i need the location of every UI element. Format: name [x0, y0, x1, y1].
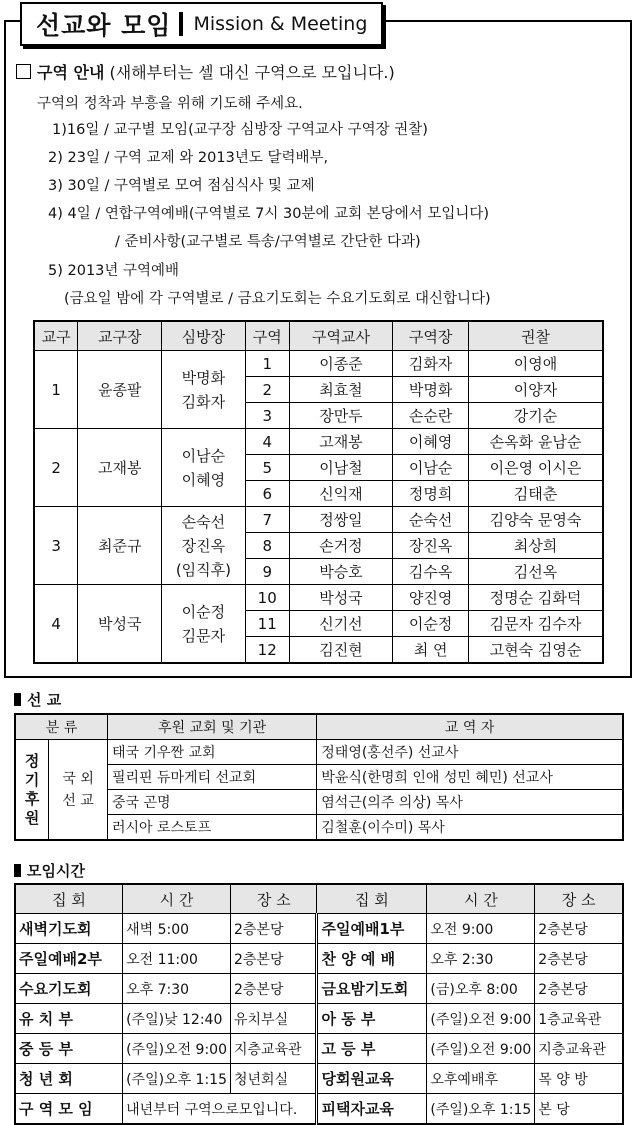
- column-header: 시 간: [123, 884, 231, 914]
- district-exhorter: 이양자: [468, 377, 603, 403]
- meeting-place: 2층본당: [535, 914, 623, 944]
- district-exhorter: 최상희: [468, 533, 603, 559]
- district-item: 3) 30일 / 구역별로 모여 점심식사 및 교제: [48, 178, 315, 194]
- meeting-place: 2층본당: [231, 944, 317, 974]
- district-leader: 장진옥: [393, 533, 469, 559]
- district-teacher: 김진현: [289, 637, 393, 664]
- mission-category: 정 기 후 원: [15, 740, 49, 841]
- meeting-name: 구 역 모 임: [15, 1094, 123, 1125]
- parish-leader: 최준규: [78, 507, 162, 585]
- meeting-place: 유치부실: [231, 1004, 317, 1034]
- meeting-place: 본 당: [535, 1094, 623, 1125]
- column-header: 교구장: [78, 321, 162, 351]
- column-header: 교 역 자: [317, 714, 623, 740]
- district-exhorter: 강기순: [468, 403, 603, 429]
- table-row: [34, 507, 603, 533]
- district-number: 6: [245, 481, 289, 507]
- table-row: [15, 1064, 623, 1094]
- mission-church: 중국 곤명: [107, 790, 316, 815]
- bullet-icon: [14, 864, 21, 877]
- mission-minister: 정태영(홍선주) 선교사: [317, 740, 623, 765]
- meeting-name: 유 치 부: [15, 1004, 123, 1034]
- column-header: 구역교사: [289, 321, 393, 351]
- district-number: 3: [245, 403, 289, 429]
- table-row: [34, 429, 603, 455]
- district-leader: 이혜영: [393, 429, 469, 455]
- column-header: 장 소: [535, 884, 623, 914]
- district-number: 9: [245, 559, 289, 585]
- meeting-name: 피택자교육: [317, 1094, 427, 1125]
- district-teacher: 신기선: [289, 611, 393, 637]
- district-item: 4) 4일 / 연합구역예배(구역별로 7시 30분에 교회 본당에서 모입니다): [48, 206, 490, 222]
- district-heading-label: 구역 안내: [37, 63, 105, 82]
- meeting-time: (주일)오후 1:15: [123, 1064, 231, 1094]
- district-leader: 박명화: [393, 377, 469, 403]
- district-number: 7: [245, 507, 289, 533]
- meeting-place: 지층교육관: [535, 1034, 623, 1064]
- meeting-time: (주일)낮 12:40: [123, 1004, 231, 1034]
- parish-number: 2: [34, 429, 78, 507]
- district-number: 4: [245, 429, 289, 455]
- district-teacher: 신익재: [289, 481, 393, 507]
- meeting-time: (주일)오후 1:15: [427, 1094, 535, 1125]
- schedule-table: [14, 883, 624, 1125]
- title-divider: [179, 12, 183, 36]
- meeting-name: 중 등 부: [15, 1034, 123, 1064]
- meeting-name: 새벽기도회: [15, 914, 123, 944]
- district-number: 1: [245, 351, 289, 377]
- checkbox-icon: [16, 64, 31, 79]
- district-exhorter: 김선옥: [468, 559, 603, 585]
- parish-leader: 박성국: [78, 585, 162, 664]
- district-exhorter: 이은영 이시은: [468, 455, 603, 481]
- parish-number: 3: [34, 507, 78, 585]
- visit-leaders: 박명화 김화자: [162, 351, 246, 429]
- table-header-row: [34, 321, 603, 351]
- mission-minister: 김철훈(이수미) 목사: [317, 815, 623, 841]
- mission-church: 필리핀 듀마게티 선교회: [107, 765, 316, 790]
- district-heading: [16, 60, 395, 83]
- mission-table: [14, 713, 624, 841]
- district-item: 2) 23일 / 구역 교제 와 2013년도 달력배부,: [48, 150, 329, 166]
- schedule-heading: 모임시간: [14, 860, 85, 881]
- meeting-time: 오후 2:30: [427, 944, 535, 974]
- district-heading-note: (새해부터는 셀 대신 구역으로 모입니다.): [109, 63, 395, 82]
- meeting-name: 주일예배2부: [15, 944, 123, 974]
- visit-leaders: 손숙선 장진옥 (임직후): [162, 507, 246, 585]
- column-header: 후원 교회 및 기관: [107, 714, 316, 740]
- meeting-time: 오전 9:00: [427, 914, 535, 944]
- meeting-name: 찬 양 예 배: [317, 944, 427, 974]
- district-teacher: 정쌍일: [289, 507, 393, 533]
- meeting-name: 고 등 부: [317, 1034, 427, 1064]
- meeting-place: 2층본당: [231, 914, 317, 944]
- mission-church: 태국 기우짠 교회: [107, 740, 316, 765]
- table-row: [15, 974, 623, 1004]
- title-english: Mission & Meeting: [193, 13, 368, 35]
- district-teacher: 고재봉: [289, 429, 393, 455]
- meeting-place: 청년회실: [231, 1064, 317, 1094]
- column-header: 집 회: [317, 884, 427, 914]
- district-leader: 김수옥: [393, 559, 469, 585]
- meeting-time: 오후 7:30: [123, 974, 231, 1004]
- district-item: 5) 2013년 구역예배: [48, 263, 180, 279]
- table-row: [15, 914, 623, 944]
- district-intro: 구역의 정착과 부흥을 위해 기도해 주세요.: [37, 96, 303, 112]
- district-exhorter: 김문자 김수자: [468, 611, 603, 637]
- mission-subcategory: 국 외 선 교: [49, 740, 108, 841]
- district-teacher: 이남철: [289, 455, 393, 481]
- district-teacher: 이종준: [289, 351, 393, 377]
- meeting-time: 오후예배후: [427, 1064, 535, 1094]
- mission-heading: 선 교: [14, 689, 61, 710]
- meeting-name: 수요기도회: [15, 974, 123, 1004]
- district-leader: 이남순: [393, 455, 469, 481]
- district-leader: 순숙선: [393, 507, 469, 533]
- mission-church: 러시아 로스토프: [107, 815, 316, 841]
- district-number: 11: [245, 611, 289, 637]
- column-header: 교구: [34, 321, 78, 351]
- table-header-row: [15, 714, 623, 740]
- meeting-place: 2층본당: [535, 944, 623, 974]
- district-number: 10: [245, 585, 289, 611]
- meeting-place: 2층본당: [231, 974, 317, 1004]
- meeting-place: 1층교육관: [535, 1004, 623, 1034]
- district-leader: 최 연: [393, 637, 469, 664]
- district-leader: 손순란: [393, 403, 469, 429]
- table-row: [15, 1094, 623, 1125]
- district-exhorter: 고현숙 김영순: [468, 637, 603, 664]
- district-exhorter: 정명순 김화덕: [468, 585, 603, 611]
- meeting-name: 아 동 부: [317, 1004, 427, 1034]
- table-row: [15, 740, 623, 765]
- meeting-place: 지층교육관: [231, 1034, 317, 1064]
- table-row: [15, 1034, 623, 1064]
- meeting-time: (주일)오전 9:00: [427, 1034, 535, 1064]
- column-header: 집 회: [15, 884, 123, 914]
- meeting-time: 새벽 5:00: [123, 914, 231, 944]
- district-number: 8: [245, 533, 289, 559]
- column-header: 구역: [245, 321, 289, 351]
- district-item: 1)16일 / 교구별 모임(교구장 심방장 구역교사 구역장 권찰): [52, 122, 428, 138]
- parish-number: 1: [34, 351, 78, 429]
- district-number: 5: [245, 455, 289, 481]
- parish-leader: 고재봉: [78, 429, 162, 507]
- column-header: 구역장: [393, 321, 469, 351]
- meeting-name: 청 년 회: [15, 1064, 123, 1094]
- district-exhorter: 이영애: [468, 351, 603, 377]
- district-number: 12: [245, 637, 289, 664]
- column-header: 권찰: [468, 321, 603, 351]
- visit-leaders: 이남순 이혜영: [162, 429, 246, 507]
- bullet-icon: [14, 693, 21, 706]
- district-leader: 이순정: [393, 611, 469, 637]
- district-exhorter: 김태춘: [468, 481, 603, 507]
- title-korean: 선교와 모임: [36, 11, 172, 40]
- meeting-time: 오전 11:00: [123, 944, 231, 974]
- district-number: 2: [245, 377, 289, 403]
- district-teacher: 최효철: [289, 377, 393, 403]
- district-item: / 준비사항(교구별로 특송/구역별로 간단한 다과): [115, 234, 421, 250]
- parish-number: 4: [34, 585, 78, 664]
- page-title: [20, 2, 383, 46]
- meeting-time: (금)오후 8:00: [427, 974, 535, 1004]
- district-teacher: 박승호: [289, 559, 393, 585]
- district-leader: 김화자: [393, 351, 469, 377]
- meeting-name: 주일예배1부: [317, 914, 427, 944]
- mission-minister: 박윤식(한명희 인애 성민 혜민) 선교사: [317, 765, 623, 790]
- district-exhorter: 손옥화 윤남순: [468, 429, 603, 455]
- district-group-table: [33, 320, 604, 664]
- district-exhorter: 김양숙 문영숙: [468, 507, 603, 533]
- column-header: 심방장: [162, 321, 246, 351]
- meeting-name: 당회원교육: [317, 1064, 427, 1094]
- meeting-place: 목 양 방: [535, 1064, 623, 1094]
- meeting-name: 금요밤기도회: [317, 974, 427, 1004]
- district-leader: 정명희: [393, 481, 469, 507]
- district-item: (금요일 밤에 각 구역별로 / 금요기도회는 수요기도회로 대신합니다): [64, 291, 491, 307]
- meeting-time: (주일)오전 9:00: [123, 1034, 231, 1064]
- table-row: [15, 944, 623, 974]
- table-header-row: [15, 884, 623, 914]
- column-header: 장 소: [231, 884, 317, 914]
- district-teacher: 박성국: [289, 585, 393, 611]
- parish-leader: 윤종팔: [78, 351, 162, 429]
- column-header: 분 류: [15, 714, 107, 740]
- mission-minister: 염석근(의주 의상) 목사: [317, 790, 623, 815]
- meeting-time: (주일)오전 9:00: [427, 1004, 535, 1034]
- table-row: [15, 1004, 623, 1034]
- district-teacher: 장만두: [289, 403, 393, 429]
- table-row: [34, 351, 603, 377]
- district-teacher: 손거정: [289, 533, 393, 559]
- meeting-place: 2층본당: [535, 974, 623, 1004]
- district-leader: 양진영: [393, 585, 469, 611]
- meeting-note: 내년부터 구역으로모입니다.: [123, 1094, 317, 1125]
- visit-leaders: 이순정 김문자: [162, 585, 246, 664]
- column-header: 시 간: [427, 884, 535, 914]
- table-row: [34, 585, 603, 611]
